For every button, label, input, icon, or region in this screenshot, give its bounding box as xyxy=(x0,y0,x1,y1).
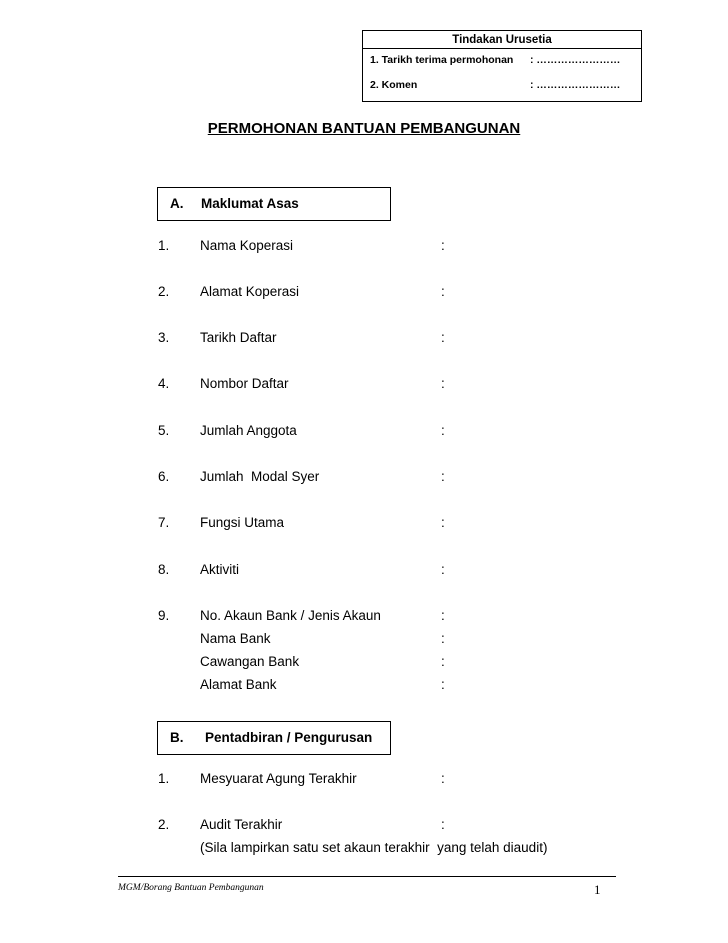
item-number: 5. xyxy=(158,423,170,438)
item-number: 8. xyxy=(158,562,170,577)
section-a-header xyxy=(157,187,391,221)
item-number: 2. xyxy=(158,817,170,832)
audit-note: (Sila lampirkan satu set akaun terakhir yang telah diaudit) xyxy=(200,840,548,855)
item-colon: : xyxy=(441,238,445,253)
item-number: 6. xyxy=(158,469,170,484)
page-number: 1 xyxy=(594,882,601,897)
item-colon: : xyxy=(441,817,445,832)
item-number: 2. xyxy=(158,284,170,299)
section-letter: A. xyxy=(170,196,184,211)
item-colon: : xyxy=(441,376,445,391)
item-label: Fungsi Utama xyxy=(200,515,285,530)
item-colon: : xyxy=(441,284,445,299)
section-b-header xyxy=(157,721,391,755)
item-colon: : xyxy=(441,677,445,692)
item-label: Nama Bank xyxy=(200,631,271,646)
item-label: Nombor Daftar xyxy=(200,376,289,391)
item-colon: : xyxy=(441,562,445,577)
item-number: 1. xyxy=(158,238,170,253)
item-colon: : xyxy=(441,423,445,438)
official-use-row-label: 1. Tarikh terima permohonan xyxy=(370,54,514,66)
item-label: Alamat Koperasi xyxy=(200,284,300,299)
item-number: 7. xyxy=(158,515,170,530)
item-label: Nama Koperasi xyxy=(200,238,294,253)
footer-doc-ref: MGM/Borang Bantuan Pembangunan xyxy=(118,883,264,893)
page-title: PERMOHONAN BANTUAN PEMBANGUNAN xyxy=(207,120,521,137)
item-label: Jumlah Anggota xyxy=(200,423,297,438)
section-label: Maklumat Asas xyxy=(201,196,299,211)
item-number: 3. xyxy=(158,330,170,345)
item-colon: : xyxy=(441,608,445,623)
official-use-row-value: : …………………… xyxy=(530,54,621,66)
item-colon: : xyxy=(441,631,445,646)
item-label: Audit Terakhir xyxy=(200,817,283,832)
section-label: Pentadbiran / Pengurusan xyxy=(205,730,373,745)
item-number: 1. xyxy=(158,771,170,786)
item-colon: : xyxy=(441,771,445,786)
official-use-title: Tindakan Urusetia xyxy=(363,31,641,49)
official-use-row-label: 2. Komen xyxy=(370,79,418,91)
item-label: No. Akaun Bank / Jenis Akaun xyxy=(200,608,381,623)
item-number: 9. xyxy=(158,608,170,623)
item-label: Aktiviti xyxy=(200,562,240,577)
official-use-row-comment xyxy=(370,79,620,91)
official-use-box xyxy=(362,30,642,102)
item-label: Mesyuarat Agung Terakhir xyxy=(200,771,357,786)
footer-divider xyxy=(118,876,616,877)
item-label: Tarikh Daftar xyxy=(200,330,277,345)
item-colon: : xyxy=(441,330,445,345)
item-colon: : xyxy=(441,654,445,669)
item-colon: : xyxy=(441,469,445,484)
section-letter: B. xyxy=(170,730,184,745)
item-colon: : xyxy=(441,515,445,530)
item-label: Alamat Bank xyxy=(200,677,277,692)
official-use-row-date xyxy=(370,54,620,66)
official-use-row-value: : …………………… xyxy=(530,79,621,91)
item-label: Cawangan Bank xyxy=(200,654,300,669)
item-number: 4. xyxy=(158,376,170,391)
item-label: Jumlah Modal Syer xyxy=(200,469,320,484)
